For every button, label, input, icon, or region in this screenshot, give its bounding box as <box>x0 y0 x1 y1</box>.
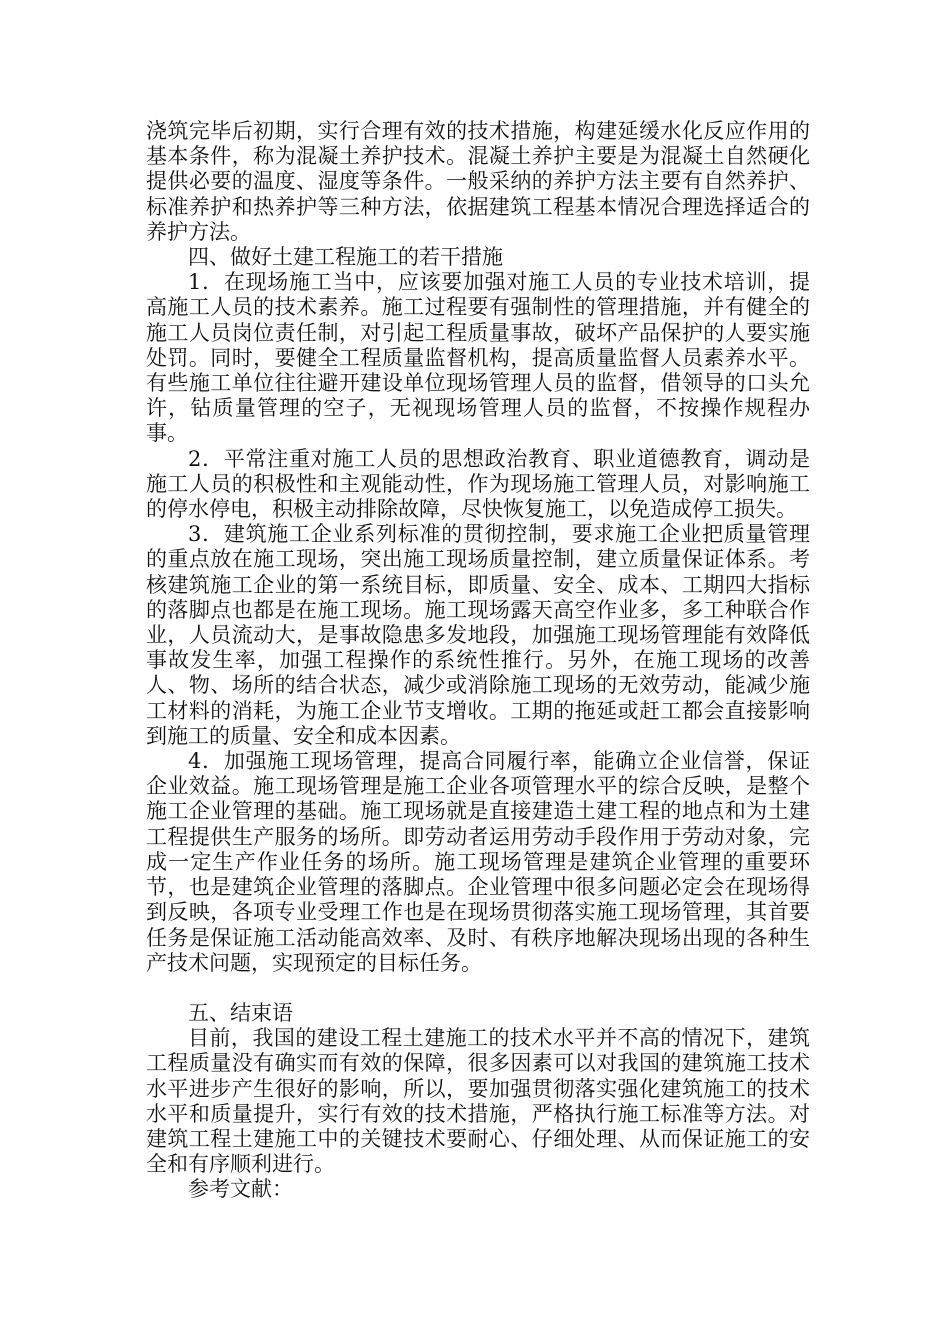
paragraph-measure-3: 3．建筑施工企业系列标准的贯彻控制，要求施工企业把质量管理的重点放在施工现场，突出施工现场质量控制，建立质量保证体系。考核建筑施工企业的第一系统目标，即质量、安全、成本、工期四大指标的落脚点也都是在施工现场。施工现场露天高空作业多，多工种联合作业，人员流动大，是事故隐患多发地段，加强施工现场管理能有效降低事故发生率，加强工程操作的系统性推行。另外，在施工现场的改善人、物、场所的结合状态，减少或消除施工现场的无效劳动，能减少施工材料的消耗，为施工企业节支增收。工期的拖延或赶工都会直接影响到施工的质量、安全和成本因素。 <box>146 522 810 748</box>
paragraph-gap <box>146 976 810 1001</box>
section-heading-conclusion: 五、结束语 <box>188 1000 293 1025</box>
paragraph-measure-2: 2．平常注重对施工人员的思想政治教育、职业道德教育，调动是施工人员的积极性和主观能动性，作为现场施工管理人员，对影响施工的停水停电，积极主动排除故障，尽快恢复施工，以免造成停工损失。 <box>146 446 810 522</box>
document-page <box>146 119 810 1203</box>
paragraph-measure-1: 1．在现场施工当中，应该要加强对施工人员的专业技术培训，提高施工人员的技术素养。施工过程要有强制性的管理措施，并有健全的施工人员岗位责任制，对引起工程质量事故，破坏产品保护的人要实施处罚。同时，要健全工程质量监督机构，提高质量监督人员素养水平。有些施工单位往往避开建设单位现场管理人员的监督，借领导的口头允许，钻质量管理的空子，无视现场管理人员的监督，不按操作规程办事。 <box>146 270 810 446</box>
paragraph-curing-technique: 浇筑完毕后初期，实行合理有效的技术措施，构建延缓水化反应作用的基本条件，称为混凝土养护技术。混凝土养护主要是为混凝土自然硬化提供必要的温度、湿度等条件。一般采纳的养护方法主要有自然养护、标准养护和热养护等三种方法，依据建筑工程基本情况合理选择适合的养护方法。 <box>146 119 810 244</box>
references-heading: 参考文献： <box>188 1177 293 1202</box>
section-heading-measures: 四、做好土建工程施工的若干措施 <box>188 245 503 270</box>
paragraph-conclusion: 目前，我国的建设工程土建施工的技术水平并不高的情况下，建筑工程质量没有确实而有效的保障，很多因素可以对我国的建筑施工技术水平进步产生很好的影响，所以，要加强贯彻落实强化建筑施工的技术水平和质量提升，实行有效的技术措施，严格执行施工标准等方法。对建筑工程土建施工中的关键技术要耐心、仔细处理、从而保证施工的安全和有序顺利进行。 <box>146 1026 810 1177</box>
paragraph-measure-4: 4．加强施工现场管理，提高合同履行率，能确立企业信誉，保证企业效益。施工现场管理是施工企业各项管理水平的综合反映，是整个施工企业管理的基础。施工现场就是直接建造土建工程的地点和为土建工程提供生产服务的场所。即劳动者运用劳动手段作用于劳动对象，完成一定生产作业任务的场所。施工现场管理是建筑企业管理的重要环节，也是建筑企业管理的落脚点。企业管理中很多问题必定会在现场得到反映，各项专业受理工作也是在现场贯彻落实施工现场管理，其首要任务是保证施工活动能高效率、及时、有秩序地解决现场出现的各种生产技术问题，实现预定的目标任务。 <box>146 749 810 975</box>
